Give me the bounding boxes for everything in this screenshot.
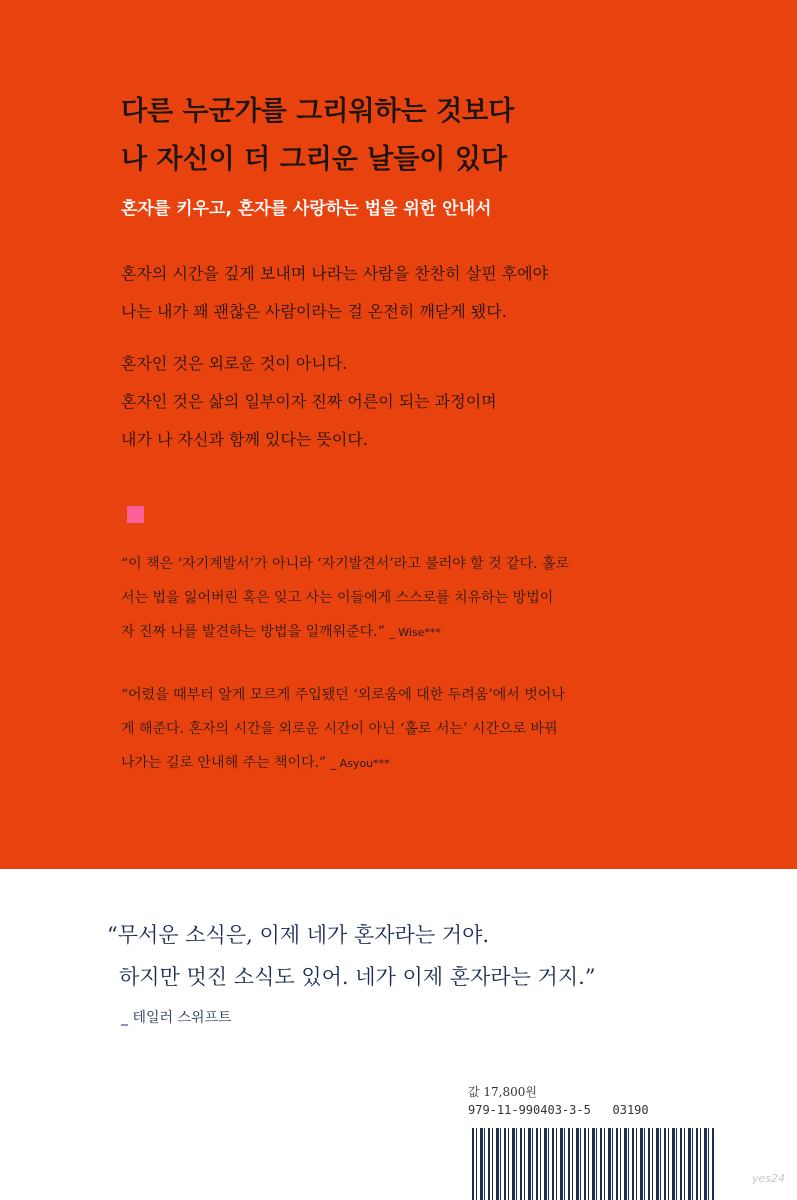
body-paragraph-1 [121, 255, 548, 331]
barcode-image [472, 1128, 714, 1200]
review-1-line-1: “이 책은 ‘자기계발서’가 아니라 ‘자기발견서’라고 불러야 할 것 같다. 홀로 [121, 556, 570, 572]
paragraph-1-line-1: 혼자의 시간을 깊게 보내며 나라는 사람을 찬찬히 살핀 후에야 [121, 264, 549, 283]
yes24-watermark: yes24 [752, 1172, 786, 1185]
price-label: 값 17,800원 [468, 1085, 537, 1099]
review-2 [121, 678, 761, 781]
paragraph-2-line-2: 혼자인 것은 삶의 일부이자 진짜 어른이 되는 과정이며 [121, 392, 497, 411]
body-paragraph-2 [121, 345, 497, 459]
review-1-line-2: 서는 법을 잃어버린 혹은 잊고 사는 이들에게 스스로를 치유하는 방법이 [121, 590, 554, 606]
featured-quote [107, 914, 596, 998]
quote-line-1: “무서운 소식은, 이제 네가 혼자라는 거야. [107, 923, 490, 947]
review-1 [121, 547, 761, 650]
review-1-attribution: _ Wise*** [389, 626, 441, 639]
subtitle: 혼자를 키우고, 혼자를 사랑하는 법을 위한 안내서 [121, 199, 492, 219]
paragraph-2-line-1: 혼자인 것은 외로운 것이 아니다. [121, 354, 348, 373]
quote-line-2: 하지만 멋진 소식도 있어. 네가 이제 혼자라는 거지.” [119, 965, 596, 989]
quote-author: _ 테일러 스위프트 [121, 1010, 232, 1026]
pink-square-marker [127, 506, 144, 523]
review-2-attribution: _ Asyou*** [330, 757, 390, 770]
paragraph-1-line-2: 나는 내가 꽤 괜찮은 사람이라는 걸 온전히 깨닫게 됐다. [121, 302, 507, 321]
paragraph-2-line-3: 내가 나 자신과 함께 있다는 뜻이다. [121, 430, 368, 449]
headline [121, 88, 514, 184]
headline-line-2: 나 자신이 더 그리운 날들이 있다 [121, 144, 508, 175]
review-2-line-1: “어렸을 때부터 알게 모르게 주입됐던 ‘외로움에 대한 두려움’에서 벗어나 [121, 687, 565, 703]
review-1-line-3: 자 진짜 나를 발견하는 방법을 일깨워준다.” [121, 624, 385, 640]
review-2-line-2: 게 해준다. 혼자의 시간을 외로운 시간이 아닌 ‘홀로 서는’ 시간으로 바꿔 [121, 721, 558, 737]
review-2-line-3: 나가는 길로 안내해 주는 책이다.” [121, 755, 327, 771]
headline-line-1: 다른 누군가를 그리워하는 것보다 [121, 96, 515, 127]
isbn-number: 979-11-990403-3-5 03190 [468, 1103, 649, 1117]
